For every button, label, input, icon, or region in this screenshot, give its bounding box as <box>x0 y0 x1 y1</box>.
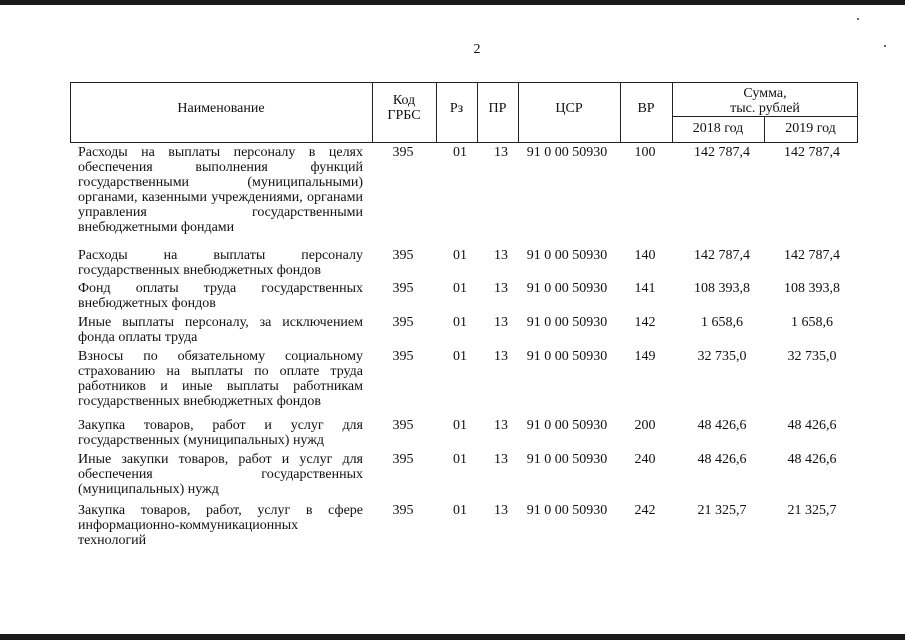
row-name: Иные закупки товаров, работ и услуг для обеспечения государственных (муниципальных) нужд <box>78 452 363 497</box>
row-sum-2018: 1 658,6 <box>701 315 743 330</box>
row-name: Иные выплаты персоналу, за исключением фонда оплаты труда <box>78 315 363 345</box>
row-rz: 01 <box>453 349 467 364</box>
row-rz: 01 <box>453 145 467 160</box>
row-pr: 13 <box>494 349 508 364</box>
row-vr: 141 <box>634 281 656 296</box>
row-csr: 91 0 00 50930 <box>526 452 608 467</box>
row-rz: 01 <box>453 452 467 467</box>
scan-border-top <box>0 0 905 5</box>
row-vr: 242 <box>634 503 656 518</box>
row-sum-2019: 142 787,4 <box>784 145 840 160</box>
header-vr: ВР <box>637 101 655 116</box>
row-sum-2018: 48 426,6 <box>697 452 747 467</box>
row-sum-2019: 21 325,7 <box>787 503 837 518</box>
row-rz: 01 <box>453 248 467 263</box>
row-sum-2018: 21 325,7 <box>697 503 747 518</box>
row-kod: 395 <box>392 452 414 467</box>
row-csr: 91 0 00 50930 <box>526 418 608 433</box>
row-sum-2018: 142 787,4 <box>694 248 750 263</box>
row-vr: 240 <box>634 452 656 467</box>
header-bottom-border <box>70 142 858 143</box>
row-pr: 13 <box>494 418 508 433</box>
row-vr: 100 <box>634 145 656 160</box>
row-kod: 395 <box>392 349 414 364</box>
header-pr: ПР <box>488 101 507 116</box>
header-year-2019: 2019 год <box>785 121 836 136</box>
row-kod: 395 <box>392 248 414 263</box>
row-pr: 13 <box>494 145 508 160</box>
header-name: Наименование <box>177 101 265 116</box>
header-csr: ЦСР <box>555 101 583 116</box>
row-rz: 01 <box>453 315 467 330</box>
row-sum-2019: 32 735,0 <box>787 349 837 364</box>
row-name: Взносы по обязательному социальному страхованию на выплаты по оплате труда работников и иные выплаты работникам государственных внебюджетных фондов <box>78 349 363 409</box>
row-sum-2018: 142 787,4 <box>694 145 750 160</box>
row-sum-2019: 1 658,6 <box>791 315 833 330</box>
row-kod: 395 <box>392 315 414 330</box>
row-rz: 01 <box>453 281 467 296</box>
row-sum-2018: 108 393,8 <box>694 281 750 296</box>
row-csr: 91 0 00 50930 <box>526 315 608 330</box>
scan-speck <box>857 18 859 20</box>
header-rz: Рз <box>449 101 464 116</box>
row-name: Фонд оплаты труда государственных внебюджетных фондов <box>78 281 363 311</box>
row-csr: 91 0 00 50930 <box>526 281 608 296</box>
row-sum-2018: 32 735,0 <box>697 349 747 364</box>
header-kod: Код ГРБС <box>387 93 421 123</box>
row-kod: 395 <box>392 281 414 296</box>
row-kod: 395 <box>392 503 414 518</box>
row-pr: 13 <box>494 503 508 518</box>
header-sum-divider <box>672 116 858 117</box>
row-name: Расходы на выплаты персоналу в целях обеспечения выполнения функций государственными (муниципальными) органами, казенными учреждениями, органами управления государственными внебюджетными фондами <box>78 145 363 235</box>
row-name: Закупка товаров, работ, услуг в сфере информационно-коммуникационных технологий <box>78 503 363 548</box>
row-csr: 91 0 00 50930 <box>526 248 608 263</box>
scan-border-bottom <box>0 634 905 640</box>
row-kod: 395 <box>392 145 414 160</box>
row-csr: 91 0 00 50930 <box>526 145 608 160</box>
row-sum-2019: 142 787,4 <box>784 248 840 263</box>
row-name: Закупка товаров, работ и услуг для государственных (муниципальных) нужд <box>78 418 363 448</box>
row-pr: 13 <box>494 248 508 263</box>
row-rz: 01 <box>453 418 467 433</box>
row-name: Расходы на выплаты персоналу государственных внебюджетных фондов <box>78 248 363 278</box>
row-vr: 149 <box>634 349 656 364</box>
scan-speck <box>884 45 886 47</box>
row-rz: 01 <box>453 503 467 518</box>
row-sum-2018: 48 426,6 <box>697 418 747 433</box>
row-sum-2019: 108 393,8 <box>784 281 840 296</box>
header-year-2018: 2018 год <box>692 121 744 136</box>
page-number: 2 <box>473 42 481 57</box>
row-vr: 200 <box>634 418 656 433</box>
row-csr: 91 0 00 50930 <box>526 349 608 364</box>
header-sum: Сумма, тыс. рублей <box>730 86 800 116</box>
row-vr: 142 <box>634 315 656 330</box>
row-sum-2019: 48 426,6 <box>787 418 837 433</box>
row-kod: 395 <box>392 418 414 433</box>
row-pr: 13 <box>494 315 508 330</box>
row-vr: 140 <box>634 248 656 263</box>
row-sum-2019: 48 426,6 <box>787 452 837 467</box>
row-pr: 13 <box>494 452 508 467</box>
row-csr: 91 0 00 50930 <box>526 503 608 518</box>
row-pr: 13 <box>494 281 508 296</box>
header-top-border <box>70 82 858 83</box>
